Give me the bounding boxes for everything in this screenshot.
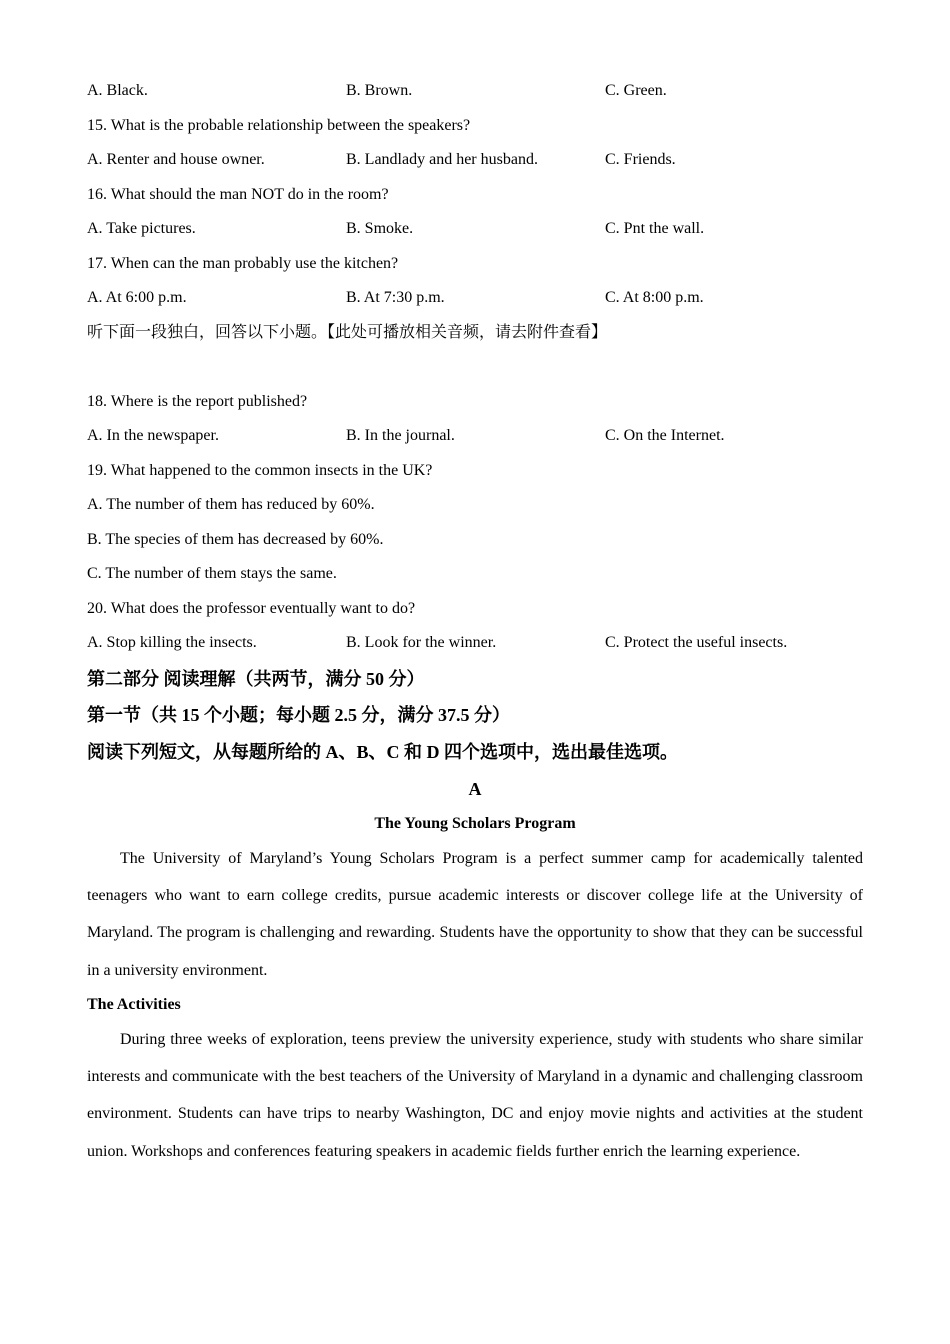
passage-letter: A	[468, 779, 482, 799]
passage-paragraph-2: During three weeks of exploration, teens preview the university experience, study with students who share similar interests and communicate with the best teachers of the University of Maryland in a dynamic and challenging classroom environment. Students can have trips to nearby Washington, DC and enjoy movie nights and activities at the student union. Workshops and conferences featuring speakers in academic fields further enrich the learning experience.	[87, 1031, 863, 1160]
q19-option-c: C. The number of them stays the same.	[87, 565, 337, 582]
activities-subheading: The Activities	[87, 996, 181, 1013]
q18-question: 18. Where is the report published?	[87, 393, 308, 410]
q17-question: 17. When can the man probably use the kitchen?	[87, 255, 399, 272]
q15-option-a: A. Renter and house owner.	[87, 151, 265, 168]
q18-option-c: C. On the Internet.	[605, 427, 725, 444]
q18-option-b: B. In the journal.	[346, 427, 455, 444]
q19-option-a: A. The number of them has reduced by 60%.	[87, 496, 375, 513]
q17-option-b: B. At 7:30 p.m.	[346, 289, 445, 306]
q16-question: 16. What should the man NOT do in the room?	[87, 186, 389, 203]
q20-option-c: C. Protect the useful insects.	[605, 634, 788, 651]
q17-option-a: A. At 6:00 p.m.	[87, 289, 187, 306]
q20-question: 20. What does the professor eventually want to do?	[87, 600, 416, 617]
q19-option-b: B. The species of them has decreased by 60%.	[87, 531, 384, 548]
passage-paragraph-1: The University of Maryland’s Young Scholars Program is a perfect summer camp for academically talented teenagers who want to earn college credits, pursue academic interests or discover college life at the University of Maryland. The program is challenging and rewarding. Students have the opportunity to show that they can be successful in a university environment.	[87, 850, 863, 979]
q14-option-a: A. Black.	[87, 82, 148, 99]
q15-question: 15. What is the probable relationship between the speakers?	[87, 117, 471, 134]
q20-option-b: B. Look for the winner.	[346, 634, 497, 651]
reading-instruction: 阅读下列短文，从每题所给的 A、B、C 和 D 四个选项中，选出最佳选项。	[87, 742, 678, 762]
q14-option-b: B. Brown.	[346, 82, 413, 99]
monologue-instruction: 听下面一段独白，回答以下小题。【此处可播放相关音频，请去附件查看】	[87, 324, 608, 341]
part2-heading: 第二部分 阅读理解（共两节，满分 50 分）	[87, 669, 425, 689]
q15-option-c: C. Friends.	[605, 151, 676, 168]
q16-option-b: B. Smoke.	[346, 220, 414, 237]
q16-option-a: A. Take pictures.	[87, 220, 196, 237]
q18-option-a: A. In the newspaper.	[87, 427, 219, 444]
q14-option-c: C. Green.	[605, 82, 667, 99]
q16-option-c: C. Pnt the wall.	[605, 220, 705, 237]
q19-question: 19. What happened to the common insects in the UK?	[87, 462, 433, 479]
passage-title: The Young Scholars Program	[374, 815, 576, 832]
q15-option-b: B. Landlady and her husband.	[346, 151, 538, 168]
q20-option-a: A. Stop killing the insects.	[87, 634, 257, 651]
q17-option-c: C. At 8:00 p.m.	[605, 289, 704, 306]
section1-heading: 第一节（共 15 个小题；每小题 2.5 分，满分 37.5 分）	[87, 705, 510, 725]
